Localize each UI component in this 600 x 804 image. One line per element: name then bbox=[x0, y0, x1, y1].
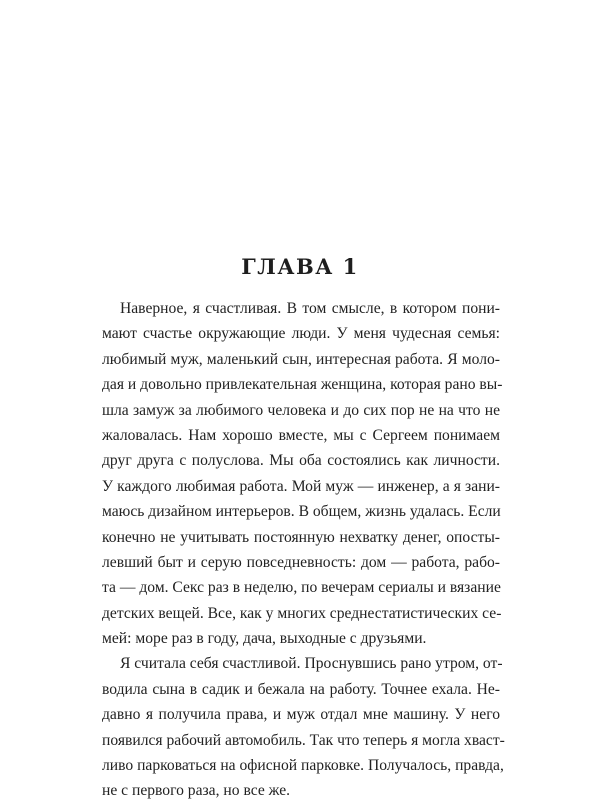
text-line: дая и довольно привлекательная женщина, которая рано вы- bbox=[102, 376, 503, 394]
text-line: Я считала себя счастливой. Проснувшись рано утром, от- bbox=[120, 655, 503, 673]
text-line: друг друга с полуслова. Мы оба состоялись как личности. bbox=[102, 452, 500, 470]
text-line: ливо парковаться на офисной парковке. Получалось, правда, bbox=[102, 757, 504, 775]
text-line: Наверное, я счастливая. В том смысле, в котором пони- bbox=[120, 300, 500, 317]
text-line: водила сына в садик и бежала на работу. Точнее ехала. Не- bbox=[102, 680, 500, 698]
text-line: детских вещей. Все, как у многих среднестатистических се- bbox=[102, 604, 502, 622]
text-line: мают счастье окружающие люди. У меня чудесная семья: bbox=[102, 325, 500, 343]
text-line: давно я получила права, и муж отдал мне машину. У него bbox=[102, 706, 500, 724]
text-line: У каждого любимая работа. Мой муж — инженер, а я зани- bbox=[102, 477, 500, 495]
text-line: конечно не учитывать постоянную нехватку денег, опосты- bbox=[102, 528, 500, 546]
text-line: появился рабочий автомобиль. Так что теперь я могла хваст- bbox=[102, 731, 505, 749]
text-line: шла замуж за любимого человека и до сих пор не на что не bbox=[102, 401, 500, 419]
text-line: маюсь дизайном интерьеров. В общем, жизнь удалась. Если bbox=[102, 503, 501, 521]
text-line: жаловалась. Нам хорошо вместе, мы с Сергеем понимаем bbox=[102, 426, 500, 444]
text-line: не с первого раза, но все же. bbox=[102, 782, 291, 800]
text-line: та — дом. Секс раз в неделю, по вечерам сериалы и вязание bbox=[102, 579, 501, 597]
text-line: мей: море раз в году, дача, выходные с друзьями. bbox=[102, 630, 427, 648]
chapter-title: ГЛАВА 1 bbox=[241, 254, 359, 279]
text-line: левший быт и серую повседневность: дом — работа, рабо- bbox=[102, 553, 500, 571]
chapter-body bbox=[102, 296, 505, 804]
text-line: любимый муж, маленький сын, интересная работа. Я моло- bbox=[102, 350, 500, 368]
